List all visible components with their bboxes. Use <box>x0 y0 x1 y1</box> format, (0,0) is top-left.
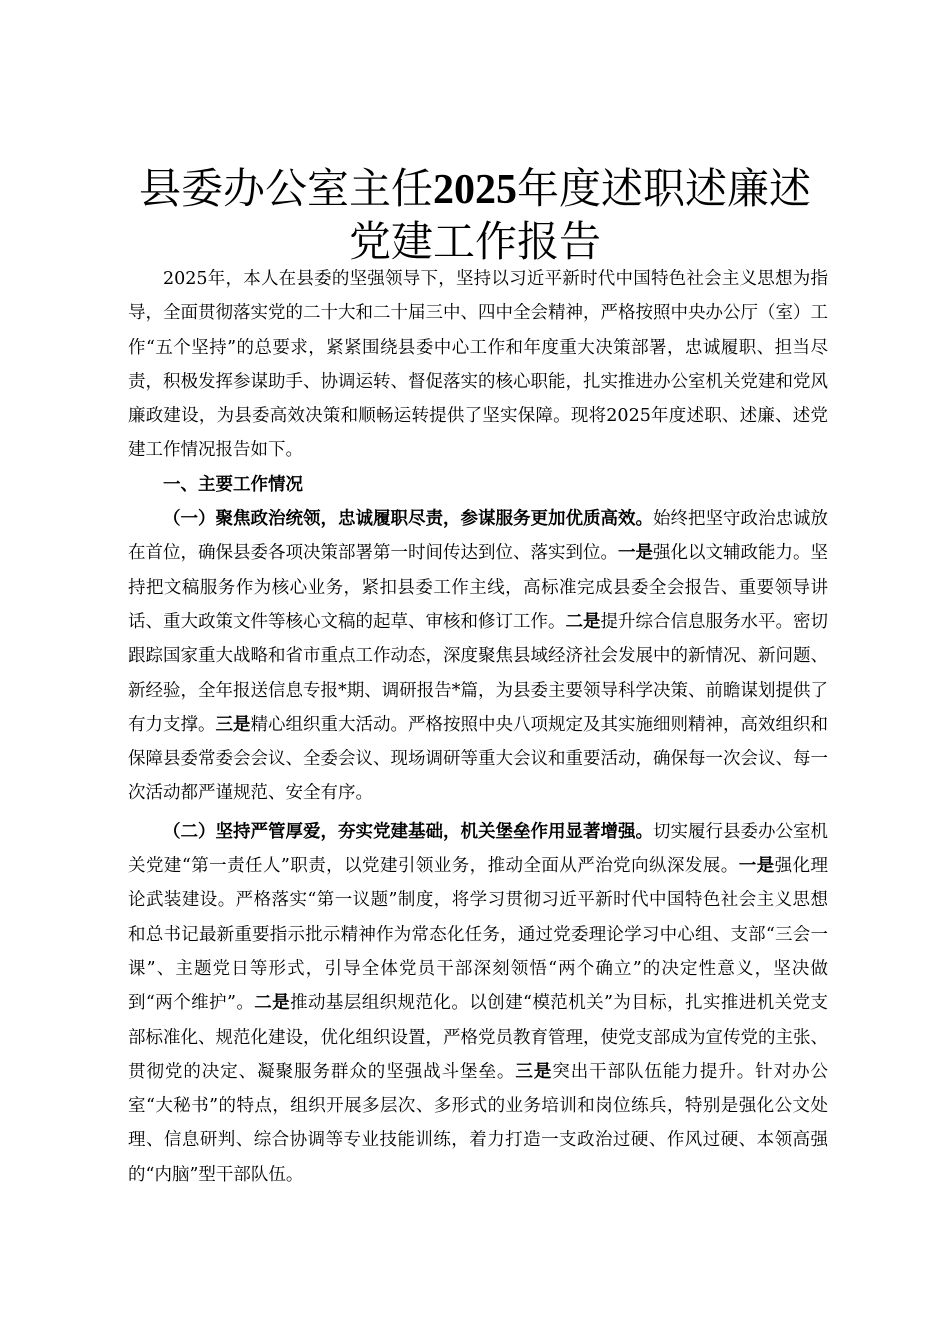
section-heading: 一、主要工作情况 <box>163 474 303 495</box>
subsection-2-heading: （二）坚持严管厚爱，夯实党建基础，机关堡垒作用显著增强。 <box>163 821 653 842</box>
point-1-keyword: 一是 <box>618 543 653 564</box>
subsection-2-lead: 切实履行县委办公室机关党建“第一责任人”职责，以党建引领业务，推动全面从严治党向纵深发展。 <box>128 821 828 877</box>
point-1-keyword: 一是 <box>738 856 775 877</box>
title-part1: 县委办公室主任 <box>138 164 433 213</box>
subsection-1-paragraph <box>128 502 828 811</box>
point-2-keyword: 二是 <box>565 611 601 632</box>
point-2-keyword: 二是 <box>254 993 291 1014</box>
point-1-text: 强化理论武装建设。严格落实“第一议题”制度，将学习贯彻习近平新时代中国特色社会主义思想和总书记最新重要指示批示精神作为常态化任务，通过党委理论学习中心组、支部“三会一课”、主题党日等形式，引导全体党员干部深刻领悟“两个确立”的决定性意义，坚决做到“两个维护”。 <box>128 856 829 1014</box>
point-2-text: 提升综合信息服务水平。密切跟踪国家重大战略和省市重点工作动态，深度聚焦县域经济社会发展中的新情况、新问题、新经验，全年报送信息专报*期、调研报告*篇，为县委主要领导科学决策、前瞻谋划提供了有力支撑。 <box>128 611 828 735</box>
title-part2: 年度述职述廉述党建工作报告 <box>348 164 812 266</box>
point-2-text: 推动基层组织规范化。以创建“模范机关”为目标，扎实推进机关党支部标准化、规范化建设，优化组织设置，严格党员教育管理，使党支部成为宣传党的主张、贯彻党的决定、凝聚服务群众的坚强战斗堡垒。 <box>128 993 828 1082</box>
point-3-text: 突出干部队伍能力提升。针对办公室“大秘书”的特点，组织开展多层次、多形式的业务培训和岗位练兵，特别是强化公文处理、信息研判、综合协调等专业技能训练，着力打造一支政治过硬、作风过硬、本领高强的“内脑”型干部队伍。 <box>128 1061 829 1185</box>
subsection-2-paragraph <box>128 815 828 1192</box>
title-year: 2025 <box>433 167 517 213</box>
point-1-text: 强化以文辅政能力。坚持把文稿服务作为核心业务，紧扣县委工作主线，高标准完成县委全会报告、重要领导讲话、重大政策文件等核心文稿的起草、审核和修订工作。 <box>128 543 828 632</box>
point-3-text: 精心组织重大活动。严格按照中央八项规定及其实施细则精神，高效组织和保障县委常委会会议、全委会议、现场调研等重大会议和重要活动，确保每一次会议、每一次活动都严谨规范、安全有序。 <box>128 714 828 804</box>
document-title <box>130 163 820 268</box>
subsection-1-lead: 始终把坚守政治忠诚放在首位，确保县委各项决策部署第一时间传达到位、落实到位。 <box>128 509 828 564</box>
intro-paragraph: 2025年，本人在县委的坚强领导下，坚持以习近平新时代中国特色社会主义思想为指导，全面贯彻落实党的二十大和二十届三中、四中全会精神，严格按照中央办公厅（室）工作“五个坚持”的总要求，紧紧围绕县委中心工作和年度重大决策部署，忠诚履职、担当尽责，积极发挥参谋助手、协调运转、督促落实的核心职能，扎实推进办公室机关党建和党风廉政建设，为县委高效决策和顺畅运转提供了坚实保障。现将2025年度述职、述廉、述党建工作情况报告如下。 <box>128 269 828 461</box>
point-3-keyword: 三是 <box>515 1061 553 1082</box>
point-3-keyword: 三是 <box>215 714 251 735</box>
subsection-1-heading: （一）聚焦政治统领，忠诚履职尽责，参谋服务更加优质高效。 <box>163 509 653 530</box>
document-body <box>128 262 828 1192</box>
